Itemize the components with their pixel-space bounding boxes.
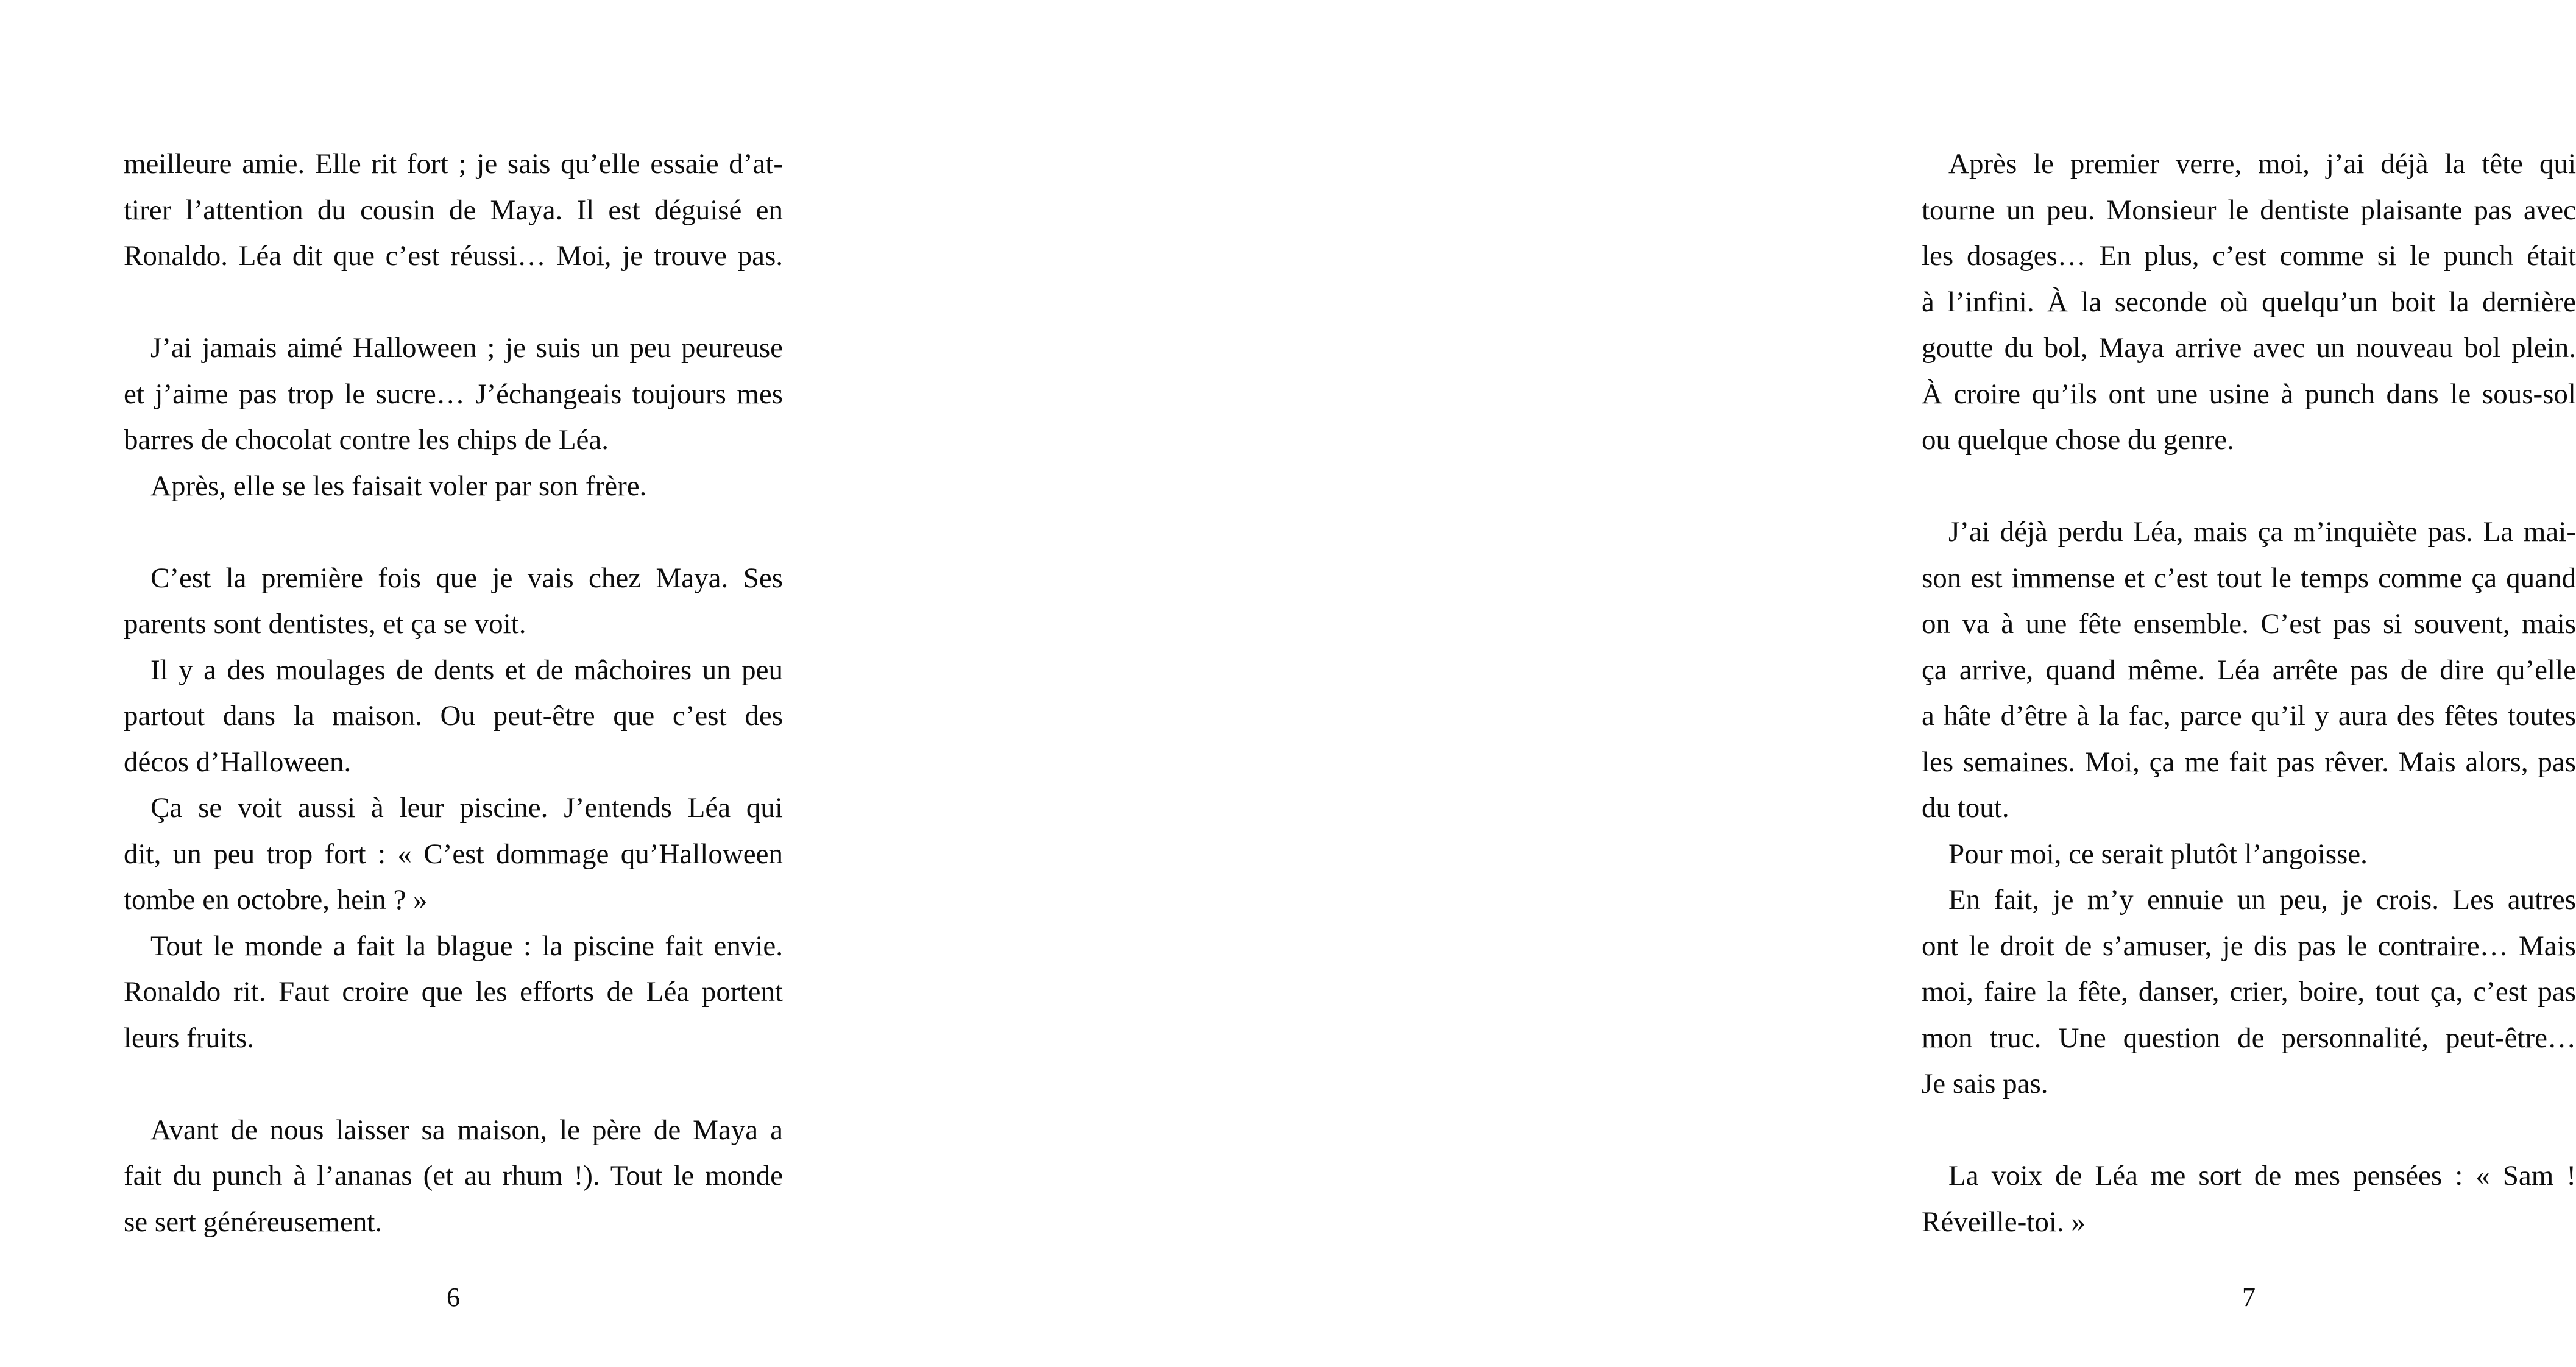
text-line: du tout. bbox=[1922, 792, 2009, 824]
page-right bbox=[899, 0, 2576, 1367]
text-line: Après le premier verre, moi, j’ai déjà la tête qui bbox=[1948, 148, 2576, 180]
text-line: a hâte d’être à la fac, parce qu’il y aura des fêtes toutes bbox=[1922, 700, 2576, 732]
text-line: Pour moi, ce serait plutôt l’angoisse. bbox=[1948, 838, 2368, 870]
paragraph bbox=[124, 556, 783, 648]
text-line: mon truc. Une question de personnalité, peut-être… bbox=[1922, 1022, 2576, 1054]
text-line: on va à une fête ensemble. C’est pas si souvent, mais bbox=[1922, 608, 2576, 640]
page-right-number: 7 bbox=[2242, 1282, 2256, 1312]
text-line: Il y a des moulages de dents et de mâchoires un peu bbox=[150, 654, 783, 686]
text-line: Ronaldo rit. Faut croire que les efforts de Léa portent bbox=[124, 976, 783, 1008]
text-line: partout dans la maison. Ou peut-être que c’est des bbox=[124, 700, 783, 732]
page-left-text-block bbox=[124, 141, 783, 1245]
paragraph bbox=[124, 325, 783, 464]
text-line: meilleure amie. Elle rit fort ; je sais qu’elle essaie d’at- bbox=[124, 148, 783, 180]
text-line: ça arrive, quand même. Léa arrête pas de dire qu’elle bbox=[1922, 654, 2576, 686]
paragraph bbox=[124, 464, 783, 510]
paragraph bbox=[1922, 832, 2576, 878]
text-line: Réveille-toi. » bbox=[1922, 1206, 2086, 1238]
text-line: les semaines. Moi, ça me fait pas rêver. Mais alors, pas bbox=[1922, 746, 2576, 778]
text-line: À croire qu’ils ont une usine à punch dans le sous-sol bbox=[1922, 378, 2576, 410]
text-line: les dosages… En plus, c’est comme si le punch était bbox=[1922, 240, 2576, 272]
text-line: Ça se voit aussi à leur piscine. J’entends Léa qui bbox=[150, 792, 783, 824]
paragraph bbox=[1922, 877, 2576, 1107]
paragraph bbox=[124, 924, 783, 1062]
text-line: Après, elle se les faisait voler par son frère. bbox=[150, 470, 647, 502]
text-line: barres de chocolat contre les chips de Léa. bbox=[124, 424, 609, 456]
paragraph bbox=[1922, 1153, 2576, 1245]
text-line: parents sont dentistes, et ça se voit. bbox=[124, 608, 526, 640]
text-line: se sert généreusement. bbox=[124, 1206, 383, 1238]
text-line: fait du punch à l’ananas (et au rhum !). Tout le monde bbox=[124, 1160, 783, 1192]
text-line: J’ai jamais aimé Halloween ; je suis un peu peureuse bbox=[150, 332, 783, 364]
text-line: à l’infini. À la seconde où quelqu’un boit la dernière bbox=[1922, 286, 2576, 318]
text-line: C’est la première fois que je vais chez Maya. Ses bbox=[150, 562, 783, 594]
text-line: En fait, je m’y ennuie un peu, je crois. Les autres bbox=[1948, 884, 2576, 916]
text-line: ont le droit de s’amuser, je dis pas le contraire… Mais bbox=[1922, 930, 2576, 962]
text-line: dit, un peu trop fort : « C’est dommage qu’Halloween bbox=[124, 838, 783, 870]
text-line: J’ai déjà perdu Léa, mais ça m’inquiète pas. La mai- bbox=[1948, 516, 2576, 548]
text-line: et j’aime pas trop le sucre… J’échangeais toujours mes bbox=[124, 378, 783, 410]
text-line: Avant de nous laisser sa maison, le père de Maya a bbox=[150, 1114, 783, 1146]
text-line: Tout le monde a fait la blague : la piscine fait envie. bbox=[150, 930, 783, 962]
paragraph bbox=[1922, 509, 2576, 832]
text-line: moi, faire la fête, danser, crier, boire, tout ça, c’est pas bbox=[1922, 976, 2576, 1008]
text-line: son est immense et c’est tout le temps comme ça quand bbox=[1922, 562, 2576, 594]
paragraph bbox=[124, 648, 783, 786]
text-line: goutte du bol, Maya arrive avec un nouveau bol plein. bbox=[1922, 332, 2576, 364]
text-line: Je sais pas. bbox=[1922, 1068, 2048, 1100]
text-line: tourne un peu. Monsieur le dentiste plaisante pas avec bbox=[1922, 194, 2576, 226]
page-left-number: 6 bbox=[447, 1282, 460, 1312]
paragraph bbox=[124, 785, 783, 924]
paragraph bbox=[124, 1107, 783, 1246]
text-line: La voix de Léa me sort de mes pensées : « Sam ! bbox=[1948, 1160, 2576, 1192]
page-left bbox=[0, 0, 899, 1367]
text-line: Ronaldo. Léa dit que c’est réussi… Moi, je trouve pas. bbox=[124, 240, 783, 272]
text-line: ou quelque chose du genre. bbox=[1922, 424, 2234, 456]
page-right-text-block bbox=[1922, 141, 2576, 1245]
text-line: leurs fruits. bbox=[124, 1022, 255, 1054]
text-line: décos d’Halloween. bbox=[124, 746, 352, 778]
paragraph bbox=[124, 141, 783, 280]
paragraph bbox=[1922, 141, 2576, 464]
text-line: tirer l’attention du cousin de Maya. Il est déguisé en bbox=[124, 194, 783, 226]
text-line: tombe en octobre, hein ? » bbox=[124, 884, 428, 916]
